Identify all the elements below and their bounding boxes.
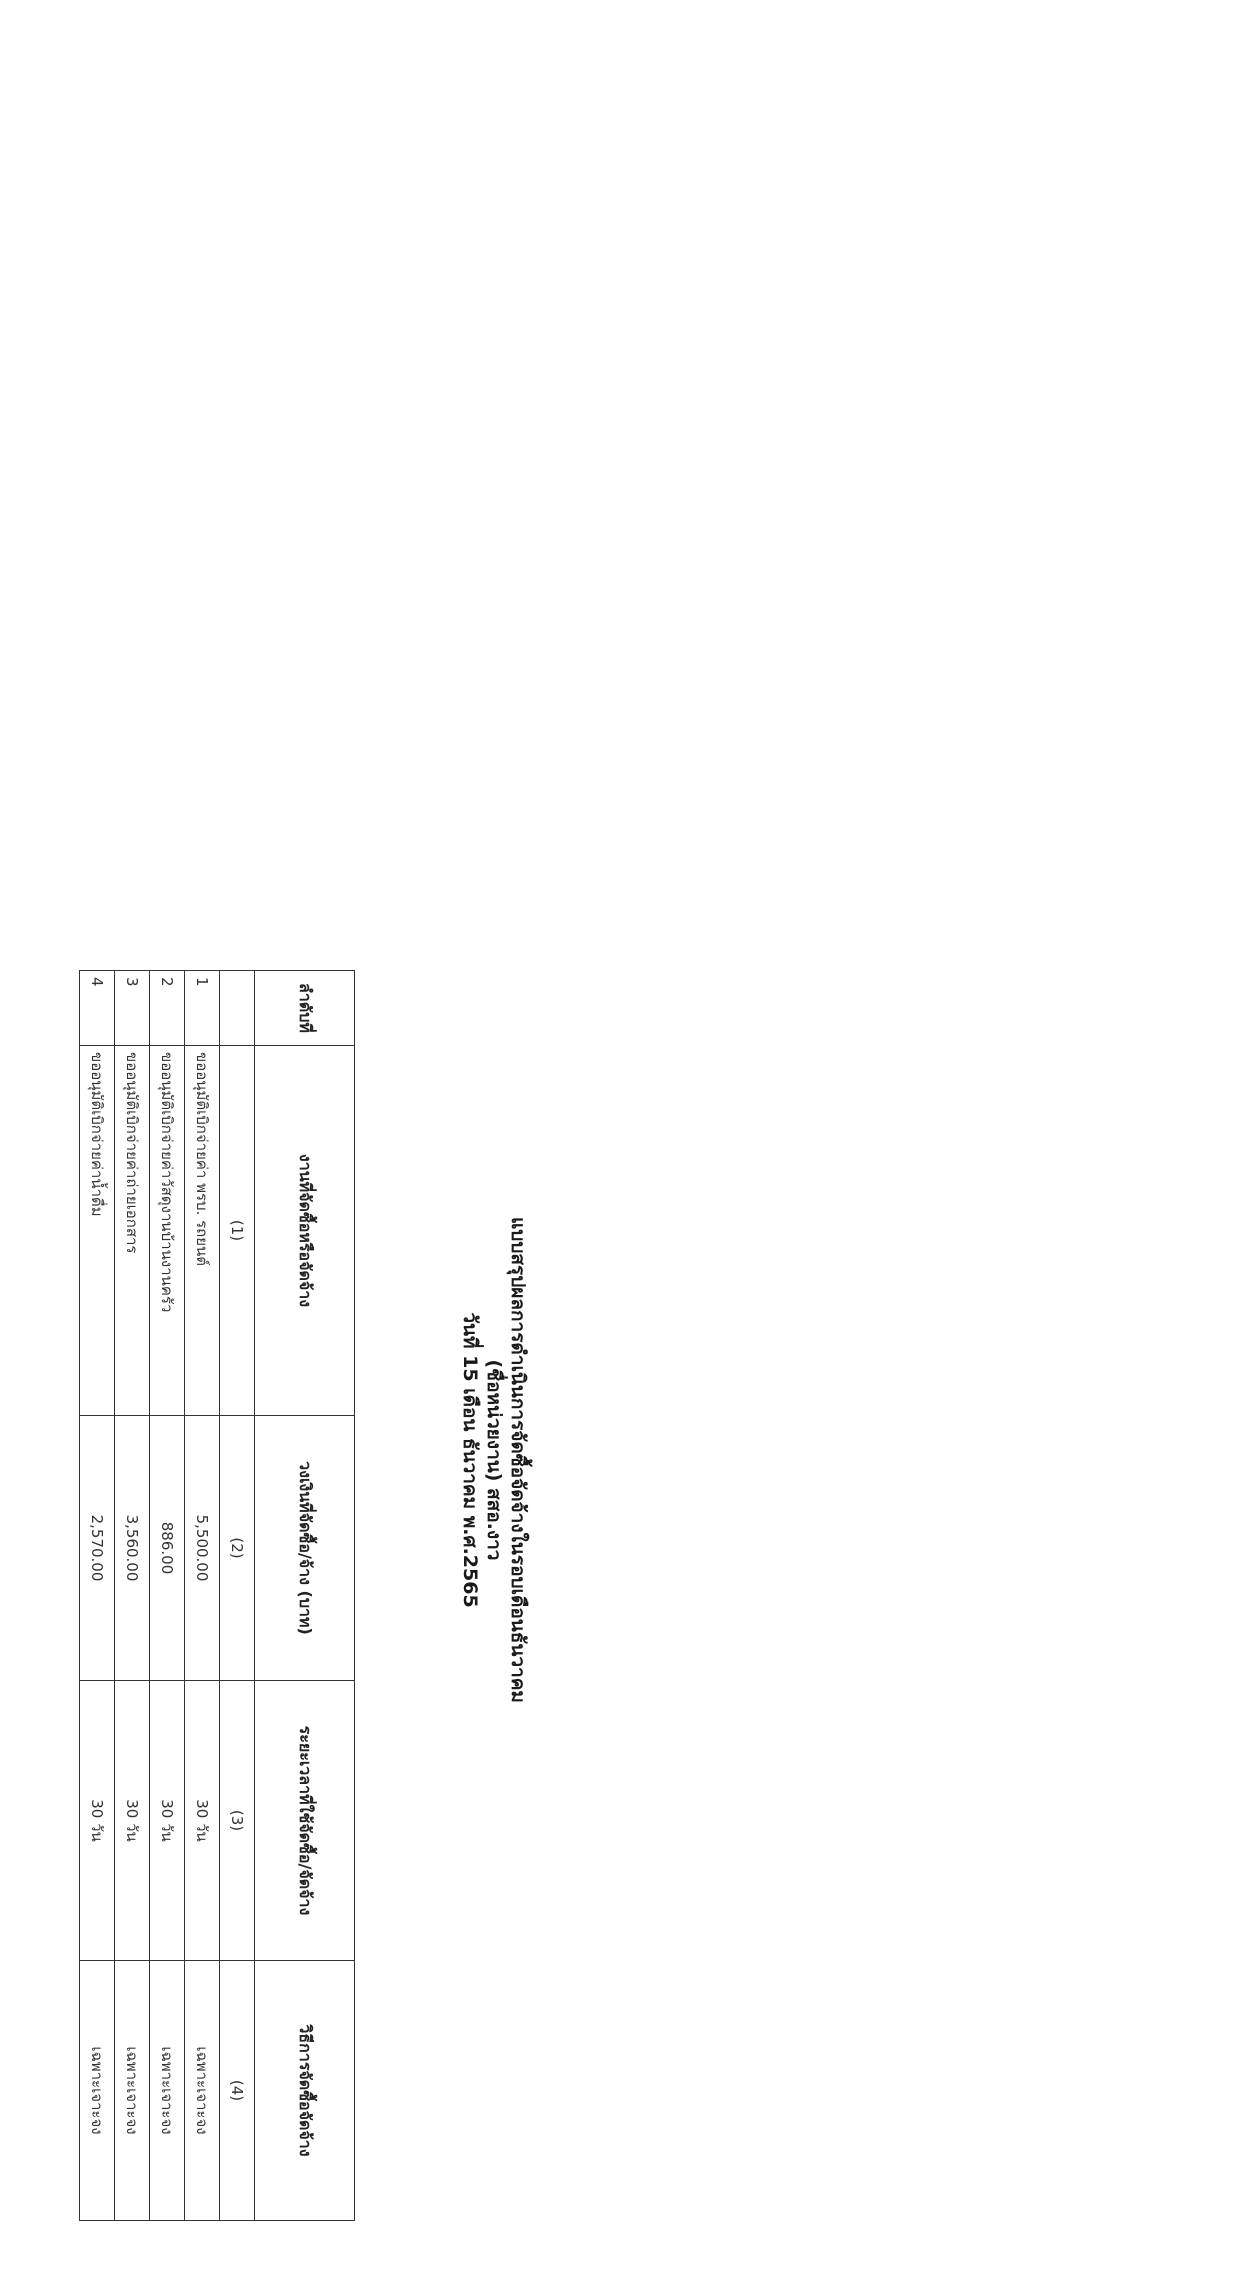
col-header-no: ลำดับที่ xyxy=(255,971,355,1046)
procurement-table xyxy=(79,970,355,2221)
row-duration: 30 วัน xyxy=(115,1681,150,1961)
col-header-duration: ระยะเวลาที่ใช้จัดซื้อ/จัดจ้าง xyxy=(255,1681,355,1961)
table-row xyxy=(115,971,150,2221)
row-item: ขออนุมัติเบิกจ่ายค่า พรบ. รถยนต์ xyxy=(185,1046,220,1416)
row-no: 4 xyxy=(80,971,115,1046)
col-header-item: งานที่จัดซื้อหรือจัดจ้าง xyxy=(255,1046,355,1416)
col-number-4: (4) xyxy=(220,1961,255,2221)
row-item: ขออนุมัติเบิกจ่ายค่าวัสดุงานบ้านงานครัว xyxy=(150,1046,185,1416)
row-amount: 2,570.00 xyxy=(80,1416,115,1681)
row-method: เฉพาะเจาะจง xyxy=(150,1961,185,2221)
row-method: เฉพาะเจาะจง xyxy=(115,1961,150,2221)
row-amount: 3,560.00 xyxy=(115,1416,150,1681)
header-row xyxy=(255,971,355,2221)
row-no: 3 xyxy=(115,971,150,1046)
col-number-0 xyxy=(220,971,255,1046)
row-no: 1 xyxy=(185,971,220,1046)
col-header-amount: วงเงินที่จัดซื้อ/จ้าง (บาท) xyxy=(255,1416,355,1681)
row-duration: 30 วัน xyxy=(150,1681,185,1961)
col-number-3: (3) xyxy=(220,1681,255,1961)
title-block xyxy=(380,650,530,2270)
row-amount: 886.00 xyxy=(150,1416,185,1681)
table-row xyxy=(150,971,185,2221)
row-amount: 5,500.00 xyxy=(185,1416,220,1681)
row-item: ขออนุมัติเบิกจ่ายค่าน้ำดื่ม xyxy=(80,1046,115,1416)
document-date: วันที่ 15 เดือน ธันวาคม พ.ศ.2565 xyxy=(459,1312,481,1608)
row-item: ขออนุมัติเบิกจ่ายค่าถ่ายเอกสาร xyxy=(115,1046,150,1416)
col-header-method: วิธีการจัดซื้อจัดจ้าง xyxy=(255,1961,355,2221)
table-row xyxy=(185,971,220,2221)
row-duration: 30 วัน xyxy=(185,1681,220,1961)
col-number-2: (2) xyxy=(220,1416,255,1681)
col-number-1: (1) xyxy=(220,1046,255,1416)
row-method: เฉพาะเจาะจง xyxy=(185,1961,220,2221)
row-duration: 30 วัน xyxy=(80,1681,115,1961)
row-no: 2 xyxy=(150,971,185,1046)
document-title: แบบสรุปผลการดำเนินการจัดซื้อจัดจ้างในรอบเดือนธันวาคม xyxy=(507,1217,529,1703)
table-row xyxy=(80,971,115,2221)
rotated-document xyxy=(0,650,530,2270)
row-method: เฉพาะเจาะจง xyxy=(80,1961,115,2221)
agency-name: (ชื่อหน่วยงาน) สสอ.งาว xyxy=(483,1359,505,1561)
column-number-row xyxy=(220,971,255,2221)
